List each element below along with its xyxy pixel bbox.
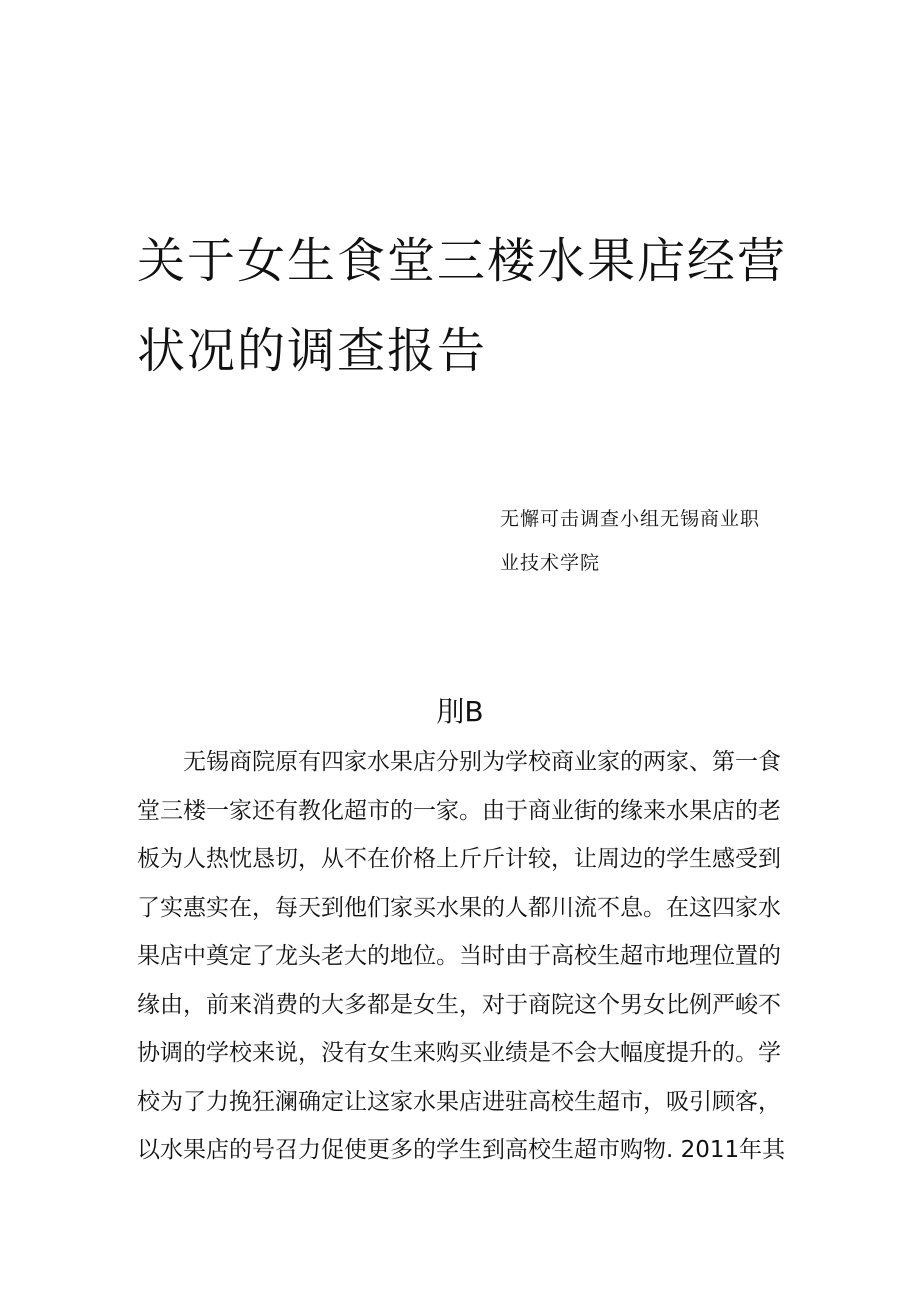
- paragraph-line: 缘由，前来消费的大多都是女生，对于商院这个男女比例严峻不: [137, 991, 781, 1018]
- paragraph-line: 板为人热忱恳切，从不在价格上斤斤计较，让周边的学生感受到: [137, 846, 781, 872]
- paragraph-line: 协调的学校来说，没有女生来购买业绩是不会大幅度提升的。学: [137, 1040, 781, 1066]
- document-title: [137, 216, 797, 396]
- paragraph-line: 了实惠实在，每天到他们家买水果的人都川流不息。在这四家水: [137, 894, 781, 921]
- paragraph-line: 以水果店的号召力促使更多的学生到高校生超市购物. 2011年其: [137, 1137, 786, 1163]
- author-line-1: 无懈可击调查小组无锡商业职: [500, 508, 761, 530]
- paragraph-line: 无锡商院原有四家水果店分别为学校商业家的两家、第一食: [183, 749, 781, 775]
- author-line-2: 业技术学院: [500, 552, 601, 574]
- author-block: [500, 497, 800, 585]
- paragraph-line: 校为了力挽狂澜确定让这家水果店进驻高校生超市，吸引顾客，: [137, 1088, 781, 1115]
- title-line-1: 关于女生食堂三楼水果店经营: [137, 233, 788, 289]
- section-heading: 刖B: [436, 695, 484, 728]
- body-paragraph: [137, 738, 787, 1175]
- paragraph-line: 堂三楼一家还有教化超市的一家。由于商业街的缘来水果店的老: [137, 797, 781, 824]
- title-line-2: 状况的调查报告: [137, 323, 488, 379]
- paragraph-line: 果店中奠定了龙头老大的地位。当时由于高校生超市地理位置的: [137, 943, 781, 969]
